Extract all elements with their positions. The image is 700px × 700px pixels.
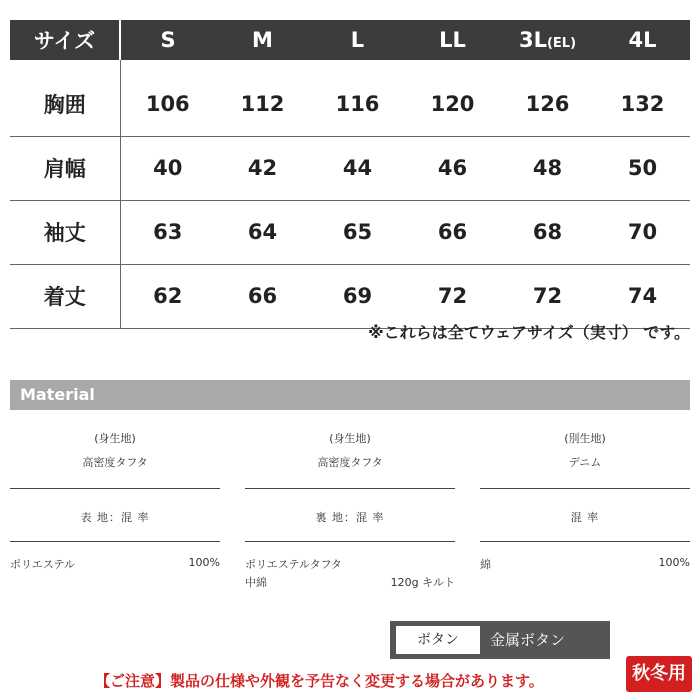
mix-line — [245, 574, 455, 592]
fabric-category: (身生地) — [94, 432, 136, 445]
size-cell: 126 — [500, 60, 595, 136]
size-3l-label: 3L — [518, 28, 547, 52]
size-cell: 66 — [405, 200, 500, 264]
size-cell: 50 — [595, 136, 690, 200]
size-cell: 72 — [500, 264, 595, 328]
size-cell: 68 — [500, 200, 595, 264]
divider — [245, 488, 455, 489]
button-spec-label: ボタン — [396, 626, 480, 654]
size-4l: 4L — [628, 28, 657, 52]
material-column-outer — [10, 430, 220, 574]
mix-value: 100% — [188, 556, 220, 569]
size-cell: 70 — [595, 200, 690, 264]
button-spec — [390, 621, 610, 659]
size-cell: 116 — [310, 60, 405, 136]
mix-value: 120g キルト — [390, 576, 455, 589]
row-label: 肩幅 — [10, 136, 120, 200]
material-column-lining — [245, 430, 455, 592]
mix-lines — [10, 556, 220, 574]
mix-header: 裏 地：混 率 — [315, 511, 385, 524]
fabric-name: 高密度タフタ — [317, 456, 383, 469]
size-m: M — [252, 28, 273, 52]
mix-line — [245, 556, 455, 574]
size-row-length — [10, 264, 690, 328]
fabric-category: (身生地) — [329, 432, 371, 445]
size-cell: 69 — [310, 264, 405, 328]
size-cell: 40 — [120, 136, 215, 200]
size-cell: 132 — [595, 60, 690, 136]
size-cell: 66 — [215, 264, 310, 328]
size-l: L — [350, 28, 365, 52]
size-ll: LL — [439, 28, 466, 52]
fabric-category: (別生地) — [564, 432, 606, 445]
material-title: Material — [20, 385, 95, 404]
divider — [10, 488, 220, 489]
divider — [10, 541, 220, 542]
size-table — [10, 20, 690, 329]
mix-line — [10, 556, 220, 574]
mix-name: ポリエステルタフタ — [245, 558, 342, 571]
size-header-label: サイズ — [10, 20, 120, 60]
size-cell: 112 — [215, 60, 310, 136]
mix-value: 100% — [658, 556, 690, 569]
size-3l-suffix: (EL) — [546, 36, 577, 51]
divider — [480, 541, 690, 542]
size-row-chest — [10, 60, 690, 136]
fabric-name: 高密度タフタ — [82, 456, 148, 469]
fabric-name: デニム — [568, 456, 602, 469]
size-header-row — [10, 20, 690, 60]
size-row-shoulder — [10, 136, 690, 200]
size-cell: 64 — [215, 200, 310, 264]
mix-name: 綿 — [480, 558, 491, 571]
size-note: ※これらは全てウェアサイズ（実寸） です。 — [368, 323, 690, 342]
size-row-sleeve — [10, 200, 690, 264]
size-3l — [500, 20, 595, 60]
row-label: 袖丈 — [10, 200, 120, 264]
divider — [480, 488, 690, 489]
mix-line — [480, 556, 690, 574]
size-cell: 106 — [120, 60, 215, 136]
mix-lines — [480, 556, 690, 574]
row-label: 胸囲 — [10, 60, 120, 136]
size-cell: 42 — [215, 136, 310, 200]
mix-header: 表 地：混 率 — [80, 511, 150, 524]
size-cell: 72 — [405, 264, 500, 328]
size-cell: 44 — [310, 136, 405, 200]
mix-name: 中綿 — [245, 576, 267, 589]
button-spec-value: 金属ボタン — [490, 631, 566, 649]
material-header — [10, 380, 690, 410]
mix-name: ポリエステル — [10, 558, 76, 571]
size-cell: 62 — [120, 264, 215, 328]
size-cell: 120 — [405, 60, 500, 136]
divider — [245, 541, 455, 542]
caution-text: 【ご注意】製品の仕様や外観を予告なく変更する場合があります。 — [95, 672, 544, 690]
size-cell: 48 — [500, 136, 595, 200]
size-cell: 74 — [595, 264, 690, 328]
size-s: S — [160, 28, 176, 52]
material-column-other — [480, 430, 690, 574]
size-cell: 63 — [120, 200, 215, 264]
mix-lines — [245, 556, 455, 592]
row-label: 着丈 — [10, 264, 120, 328]
mix-header: 混 率 — [570, 511, 600, 524]
size-cell: 46 — [405, 136, 500, 200]
season-badge: 秋冬用 — [626, 656, 692, 692]
size-cell: 65 — [310, 200, 405, 264]
